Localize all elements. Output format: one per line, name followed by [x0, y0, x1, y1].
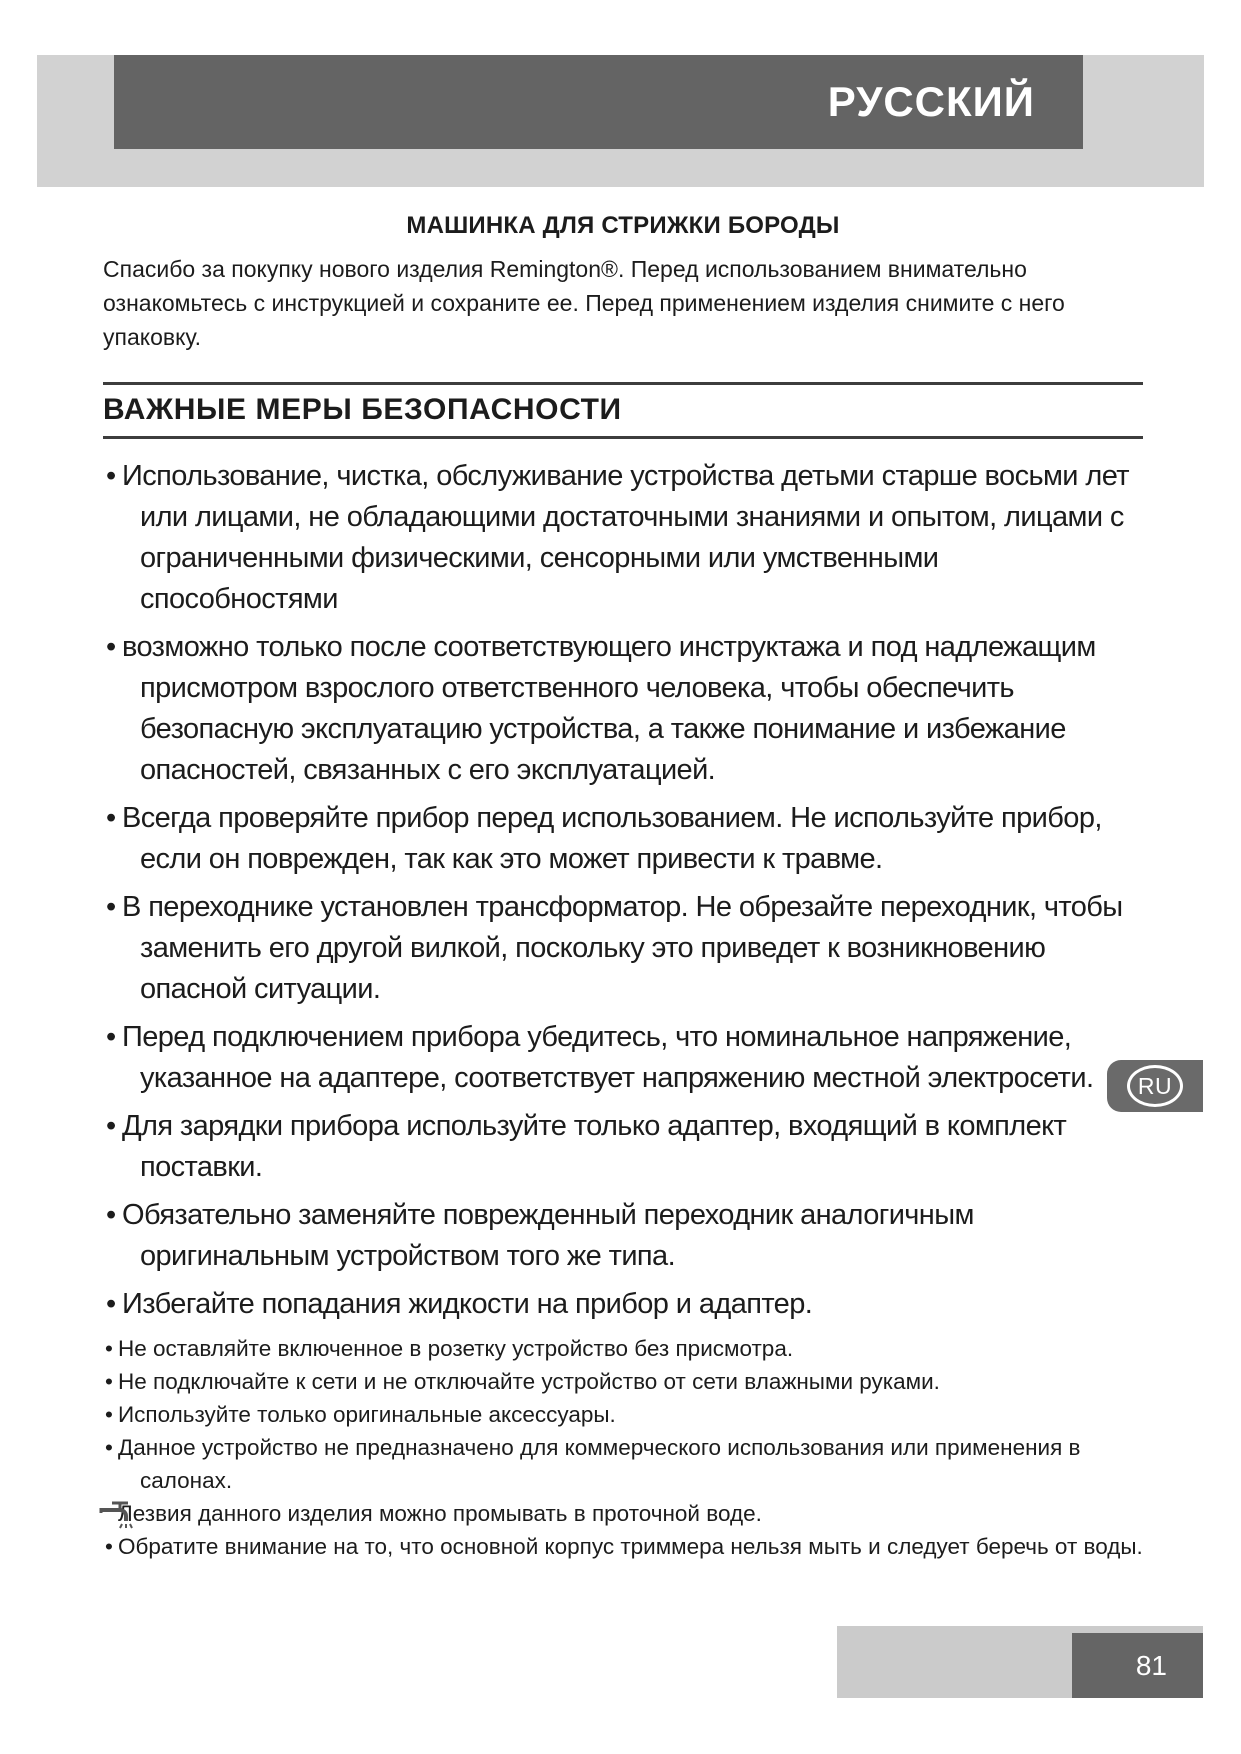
page-content — [103, 212, 1143, 1563]
safety-list-item — [103, 1398, 1143, 1431]
safety-list-secondary — [103, 1332, 1143, 1563]
water-tap-icon — [99, 1500, 133, 1530]
safety-item-text: Избегайте попадания жидкости на прибор и адаптер. — [122, 1288, 813, 1320]
intro-paragraph: Спасибо за покупку нового изделия Remington®. Перед использованием внимательно ознакомьтесь с инструкцией и сохраните ее. Перед применением изделия снимите с него упаковку. — [103, 256, 1065, 350]
safety-item-text: Обязательно заменяйте поврежденный переходник аналогичным оригинальным устройством того же типа. — [122, 1199, 974, 1272]
page-number-box — [1072, 1633, 1203, 1698]
ru-oval-badge — [1127, 1065, 1183, 1107]
safety-list-item — [103, 1332, 1143, 1365]
safety-list-primary — [103, 456, 1143, 1325]
safety-list-item — [103, 798, 1143, 880]
safety-item-text: Обратите внимание на то, что основной корпус триммера нельзя мыть и следует беречь от воды. — [118, 1534, 1143, 1559]
safety-item-text: возможно только после соответствующего инструктажа и под надлежащим присмотром взрослого ответственного человека, чтобы обеспечить безопасную эксплуатацию устройства, а также понимание и избежание опасностей, связанных с его эксплуатацией. — [122, 631, 1096, 786]
section-heading: ВАЖНЫЕ МЕРЫ БЕЗОПАСНОСТИ — [103, 393, 622, 426]
safety-item-text: В переходнике установлен трансформатор. Не обрезайте переходник, чтобы заменить его другой вилкой, поскольку это приведет к возникновению опасной ситуации. — [122, 891, 1123, 1005]
safety-item-text: Не подключайте к сети и не отключайте устройство от сети влажными руками. — [118, 1369, 940, 1394]
safety-list-item — [103, 627, 1143, 791]
safety-item-text: Для зарядки прибора используйте только адаптер, входящий в комплект поставки. — [122, 1110, 1067, 1183]
safety-list-item — [103, 1106, 1143, 1188]
safety-list-item — [103, 1017, 1143, 1099]
safety-list-item — [103, 1497, 1143, 1530]
safety-list-item — [103, 1195, 1143, 1277]
safety-item-text: Лезвия данного изделия можно промывать в проточной воде. — [118, 1501, 762, 1526]
page-title: МАШИНКА ДЛЯ СТРИЖКИ БОРОДЫ — [406, 212, 840, 239]
page-number: 81 — [1135, 1649, 1167, 1681]
safety-list-item — [103, 1284, 1143, 1325]
safety-item-text: Данное устройство не предназначено для коммерческого использования или применения в салонах. — [118, 1435, 1081, 1493]
ru-label: RU — [1137, 1072, 1173, 1099]
safety-list-item — [103, 1530, 1143, 1563]
safety-list-item — [103, 1365, 1143, 1398]
safety-item-text: Не оставляйте включенное в розетку устройство без присмотра. — [118, 1336, 794, 1361]
safety-item-text: Перед подключением прибора убедитесь, что номинальное напряжение, указанное на адаптере, соответствует напряжению местной электросети. — [122, 1021, 1094, 1094]
safety-item-text: Использование, чистка, обслуживание устройства детьми старше восьми лет или лицами, не обладающими достаточными знаниями и опытом, лицами с ограниченными физическими, сенсорными или умственными способностями — [122, 460, 1129, 615]
section-heading-block — [103, 382, 1143, 439]
language-label: РУССКИЙ — [827, 78, 1035, 125]
language-header — [114, 55, 1083, 149]
safety-item-text: Всегда проверяйте прибор перед использованием. Не используйте прибор, если он поврежден, так как это может привести к травме. — [122, 802, 1102, 875]
language-side-tab — [1107, 1060, 1203, 1112]
safety-item-text: Используйте только оригинальные аксессуары. — [118, 1402, 616, 1427]
safety-list-item — [103, 456, 1143, 620]
safety-list-item — [103, 887, 1143, 1010]
safety-list-item — [103, 1431, 1143, 1497]
